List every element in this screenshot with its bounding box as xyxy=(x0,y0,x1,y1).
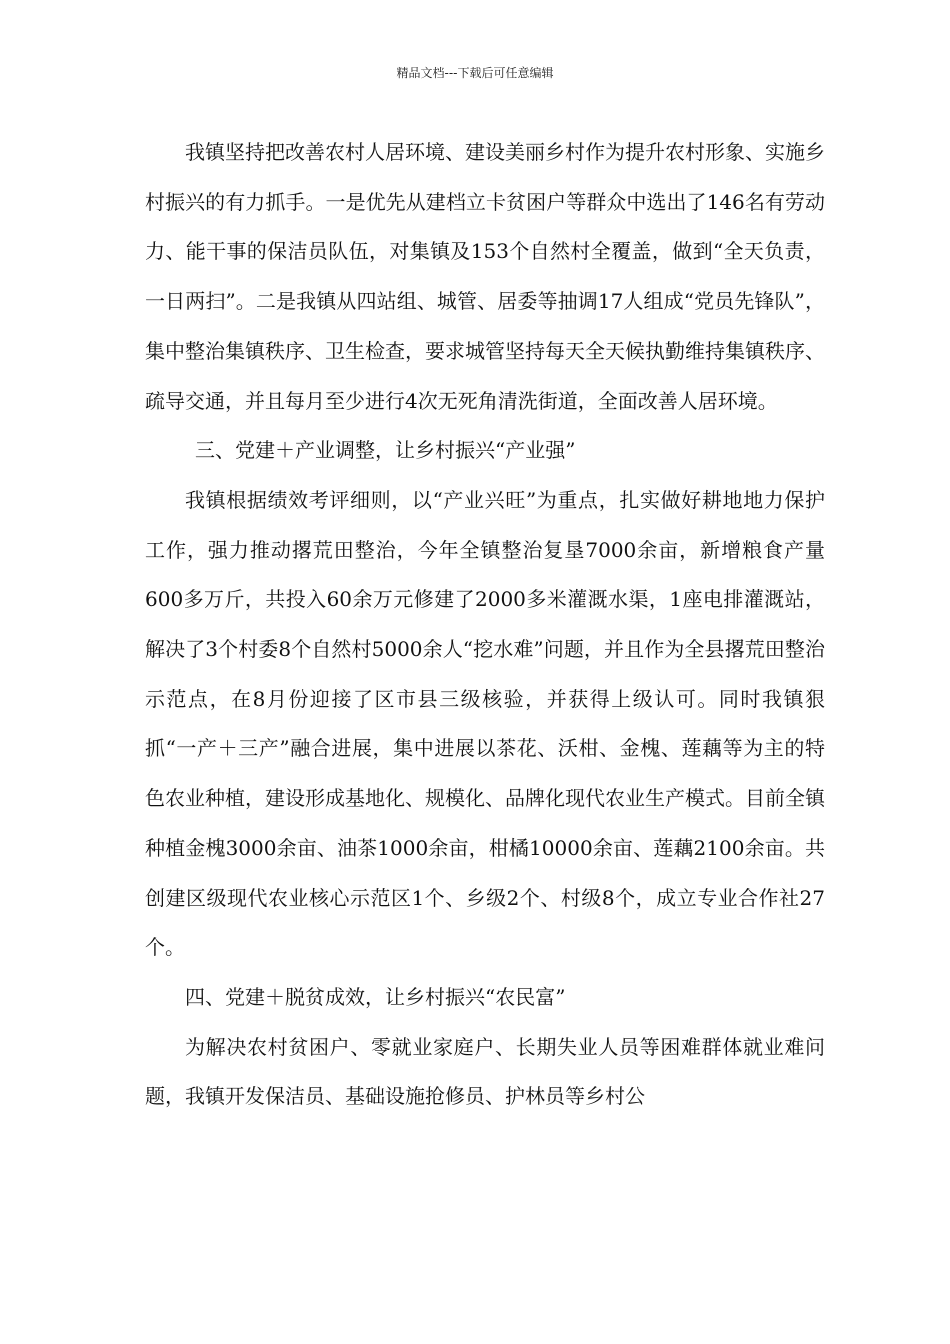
page-header: 精品文档---下载后可任意编辑 xyxy=(396,66,554,80)
section-heading-industry: 三、党建＋产业调整，让乡村振兴“产业强” xyxy=(195,438,576,463)
paragraph-environment: 我镇坚持把改善农村人居环境、建设美丽乡村作为提升农村形象、实施乡村振兴的有力抓手。一是优先从建档立卡贫困户等群众中选出了146名有劳动力、能干事的保洁员队伍，对集镇及153个自然村全覆盖，做到“全天负责，一日两扫”。二是我镇从四站组、城管、居委等抽调17人组成“党员先锋队”，集中整治集镇秩序、卫生检查，要求城管坚持每天全天候执勤维持集镇秩序、疏导交通，并且每月至少进行4次无死角清洗街道，全面改善人居环境。 xyxy=(145,140,825,413)
document-body xyxy=(145,128,825,1122)
section-heading-poverty: 四、党建＋脱贫成效，让乡村振兴“农民富” xyxy=(185,984,566,1009)
paragraph-poverty: 为解决农村贫困户、零就业家庭户、长期失业人员等困难群体就业难问题，我镇开发保洁员、基础设施抢修员、护林员等乡村公 xyxy=(145,1034,825,1109)
paragraph-industry: 我镇根据绩效考评细则，以“产业兴旺”为重点，扎实做好耕地地力保护工作，强力推动撂荒田整治，今年全镇整治复垦7000余亩，新增粮食产量600多万斤，共投入60余万元修建了2000多米灌溉水渠，1座电排灌溉站，解决了3个村委8个自然村5000余人“挖水难”问题，并且作为全县撂荒田整治示范点，在8月份迎接了区市县三级核验，并获得上级认可。同时我镇狠抓“一产＋三产”融合进展，集中进展以茶花、沃柑、金槐、莲藕等为主的特色农业种植，建设形成基地化、规模化、品牌化现代农业生产模式。目前全镇种植金槐3000余亩、油茶1000余亩，柑橘10000余亩、莲藕2100余亩。共创建区级现代农业核心示范区1个、乡级2个、村级8个，成立专业合作社27个。 xyxy=(145,487,825,960)
